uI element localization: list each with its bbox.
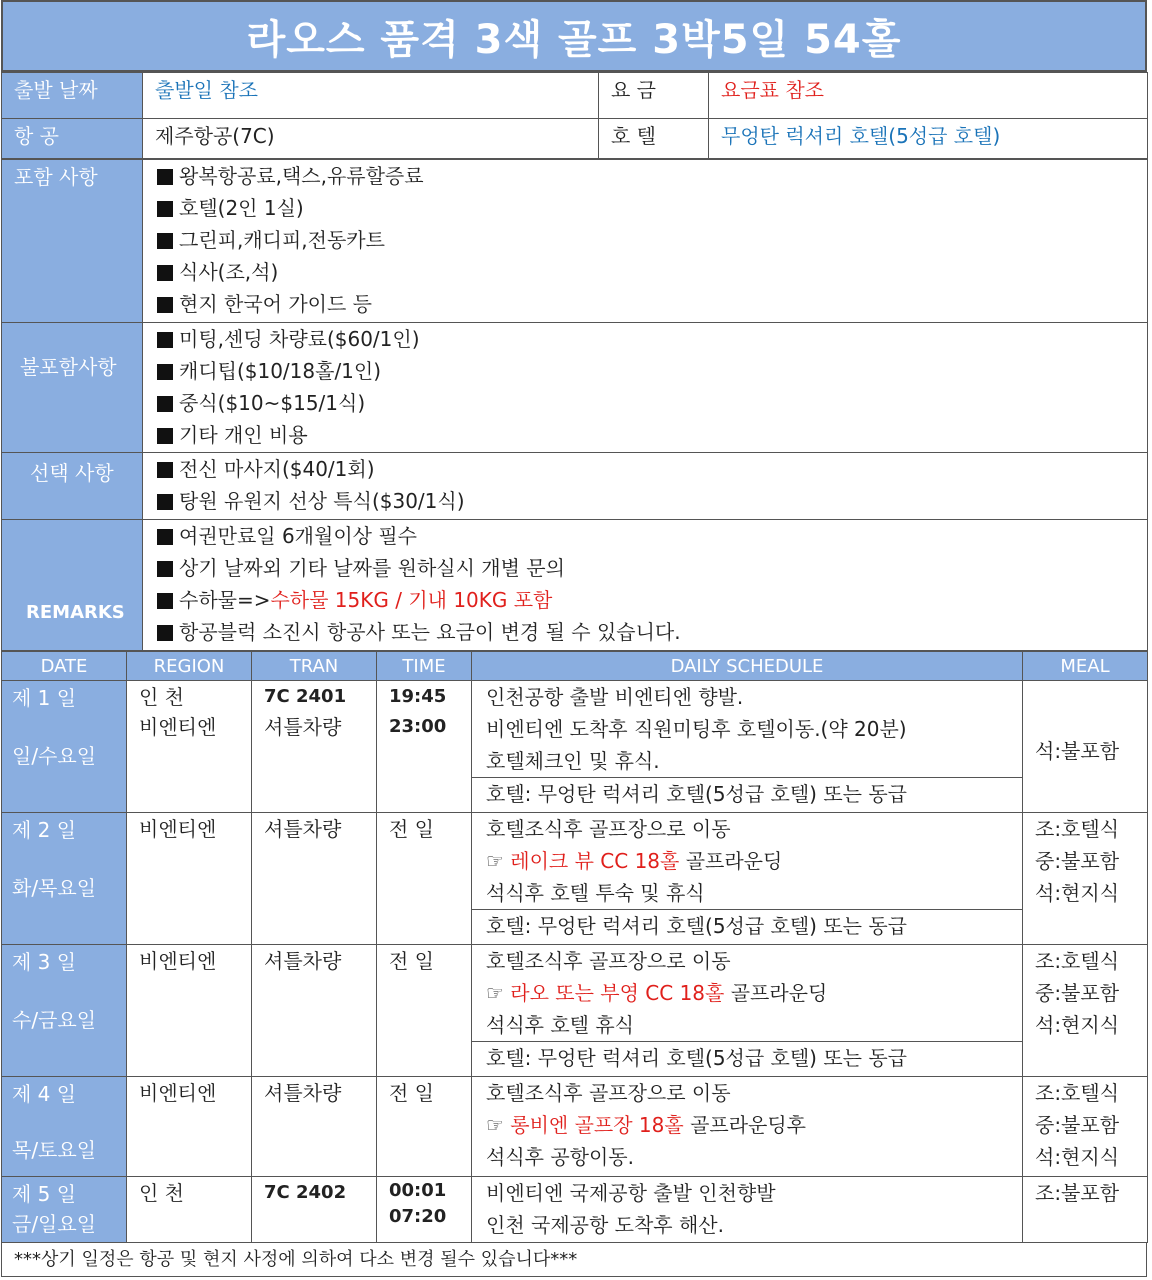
airline-label: 항 공 xyxy=(2,119,143,159)
tran-cell: 셔틀차량 xyxy=(252,945,377,1077)
remarks-list xyxy=(143,520,1148,651)
col-header-meal: MEAL xyxy=(1023,652,1148,681)
conditions-table xyxy=(1,159,1148,651)
bullet-square-icon xyxy=(157,201,173,217)
region-cell: 비엔티엔 xyxy=(127,1077,252,1177)
pointing-hand-icon: ☞ xyxy=(486,981,504,1005)
region-cell: 비엔티엔 xyxy=(127,945,252,1077)
included-list xyxy=(143,160,1148,323)
hotel-label: 호 텔 xyxy=(599,119,709,159)
schedule-cell: 비엔티엔 국제공항 출발 인천향발 인천 국제공항 도착후 해산. xyxy=(472,1177,1023,1243)
table-row xyxy=(2,945,1148,1077)
info-table xyxy=(1,72,1148,159)
list-item: 식사(조,석) xyxy=(143,256,1147,288)
day-cell: 제 3 일 수/금요일 xyxy=(2,945,127,1077)
bullet-square-icon xyxy=(157,529,173,545)
list-item: 왕복항공료,택스,유류할증료 xyxy=(143,160,1147,192)
price-value: 요금표 참조 xyxy=(709,73,1148,119)
list-item: 수하물=>수하물 15KG / 기내 10KG 포함 xyxy=(143,584,1147,616)
optional-list xyxy=(143,453,1148,520)
table-row xyxy=(2,681,1148,813)
hotel-note: 호텔: 무엉탄 럭셔리 호텔(5성급 호텔) 또는 동급 xyxy=(472,777,1022,810)
list-item: 중식($10~$15/1식) xyxy=(143,387,1147,419)
excluded-label: 불포함사항 xyxy=(2,323,143,453)
bullet-square-icon xyxy=(157,233,173,249)
bullet-square-icon xyxy=(157,494,173,510)
col-header-tran: TRAN xyxy=(252,652,377,681)
bullet-square-icon xyxy=(157,462,173,478)
day-cell: 제 2 일 화/목요일 xyxy=(2,813,127,945)
schedule-header-row xyxy=(2,652,1148,681)
schedule-cell: 인천공항 출발 비엔티엔 향발. 비엔티엔 도착후 직원미팅후 호텔이동.(약 20분) 호텔체크인 및 휴식. 호텔: 무엉탄 럭셔리 호텔(5성급 호텔) 또는 동급 xyxy=(472,681,1023,813)
schedule-cell: 호텔조식후 골프장으로 이동 ☞ 레이크 뷰 CC 18홀 골프라운딩 석식후 호텔 투숙 및 휴식 호텔: 무엉탄 럭셔리 호텔(5성급 호텔) 또는 동급 xyxy=(472,813,1023,945)
optional-label: 선택 사항 xyxy=(2,453,143,520)
tran-cell: 셔틀차량 xyxy=(252,1077,377,1177)
tran-cell: 7C 2401 셔틀차량 xyxy=(252,681,377,813)
page-title: 라오스 품격 3색 골프 3박5일 54홀 xyxy=(1,0,1147,72)
bullet-square-icon xyxy=(157,297,173,313)
bullet-square-icon xyxy=(157,428,173,444)
col-header-date: DATE xyxy=(2,652,127,681)
meal-cell: 조:호텔식 중:불포함 석:현지식 xyxy=(1023,945,1148,1077)
hotel-note: 호텔: 무엉탄 럭셔리 호텔(5성급 호텔) 또는 동급 xyxy=(472,1041,1022,1074)
col-header-region: REGION xyxy=(127,652,252,681)
time-cell: 19:45 23:00 xyxy=(377,681,472,813)
pointing-hand-icon: ☞ xyxy=(486,849,504,873)
time-cell: 전 일 xyxy=(377,1077,472,1177)
region-cell: 인 천 xyxy=(127,1177,252,1243)
bullet-square-icon xyxy=(157,625,173,641)
region-cell: 인 천 비엔티엔 xyxy=(127,681,252,813)
list-item: 항공블럭 소진시 항공사 또는 요금이 변경 될 수 있습니다. xyxy=(143,616,1147,648)
time-cell: 전 일 xyxy=(377,945,472,1077)
tran-cell: 7C 2402 xyxy=(252,1177,377,1243)
table-row xyxy=(2,1077,1148,1177)
time-cell: 전 일 xyxy=(377,813,472,945)
meal-cell: 석:불포함 xyxy=(1023,681,1148,813)
day-cell: 제 5 일 금/일요일 xyxy=(2,1177,127,1243)
schedule-cell: 호텔조식후 골프장으로 이동 ☞ 롱비엔 골프장 18홀 골프라운딩후 석식후 공항이동. xyxy=(472,1077,1023,1177)
meal-cell: 조:호텔식 중:불포함 석:현지식 xyxy=(1023,1077,1148,1177)
meal-cell: 조:불포함 xyxy=(1023,1177,1148,1243)
bullet-square-icon xyxy=(157,332,173,348)
airline-value: 제주항공(7C) xyxy=(143,119,599,159)
region-cell: 비엔티엔 xyxy=(127,813,252,945)
list-item: 전신 마사지($40/1회) xyxy=(143,453,1147,485)
col-header-time: TIME xyxy=(377,652,472,681)
hotel-value: 무엉탄 럭셔리 호텔(5성급 호텔) xyxy=(709,119,1148,159)
list-item: 호텔(2인 1실) xyxy=(143,192,1147,224)
list-item: 현지 한국어 가이드 등 xyxy=(143,288,1147,320)
list-item: 기타 개인 비용 xyxy=(143,419,1147,451)
list-item: 여권만료일 6개월이상 필수 xyxy=(143,520,1147,552)
remarks-label: REMARKS xyxy=(2,520,143,651)
pointing-hand-icon: ☞ xyxy=(486,1113,504,1137)
footer-note: ***상기 일정은 항공 및 현지 사정에 의하여 다소 변경 될수 있습니다*** xyxy=(1,1243,1147,1277)
excluded-list xyxy=(143,323,1148,453)
table-row xyxy=(2,813,1148,945)
table-row xyxy=(2,1177,1148,1243)
included-label: 포함 사항 xyxy=(2,160,143,323)
bullet-square-icon xyxy=(157,561,173,577)
schedule-cell: 호텔조식후 골프장으로 이동 ☞ 라오 또는 부영 CC 18홀 골프라운딩 석식후 호텔 휴식 호텔: 무엉탄 럭셔리 호텔(5성급 호텔) 또는 동급 xyxy=(472,945,1023,1077)
schedule-table xyxy=(1,651,1148,1243)
bullet-square-icon xyxy=(157,364,173,380)
hotel-note: 호텔: 무엉탄 럭셔리 호텔(5성급 호텔) 또는 동급 xyxy=(472,909,1022,942)
col-header-daily-schedule: DAILY SCHEDULE xyxy=(472,652,1023,681)
departure-label: 출발 날짜 xyxy=(2,73,143,119)
list-item: 그린피,캐디피,전동카트 xyxy=(143,224,1147,256)
bullet-square-icon xyxy=(157,265,173,281)
list-item: 탕원 유원지 선상 특식($30/1식) xyxy=(143,485,1147,517)
bullet-square-icon xyxy=(157,593,173,609)
list-item: 상기 날짜외 기타 날짜를 원하실시 개별 문의 xyxy=(143,552,1147,584)
list-item: 미팅,센딩 차량료($60/1인) xyxy=(143,323,1147,355)
time-cell: 00:01 07:20 xyxy=(377,1177,472,1243)
bullet-square-icon xyxy=(157,396,173,412)
day-cell: 제 1 일 일/수요일 xyxy=(2,681,127,813)
tran-cell: 셔틀차량 xyxy=(252,813,377,945)
meal-cell: 조:호텔식 중:불포함 석:현지식 xyxy=(1023,813,1148,945)
bullet-square-icon xyxy=(157,169,173,185)
itinerary-document xyxy=(1,0,1147,1277)
price-label: 요 금 xyxy=(599,73,709,119)
day-cell: 제 4 일 목/토요일 xyxy=(2,1077,127,1177)
departure-value: 출발일 참조 xyxy=(143,73,599,119)
list-item: 캐디팁($10/18홀/1인) xyxy=(143,355,1147,387)
